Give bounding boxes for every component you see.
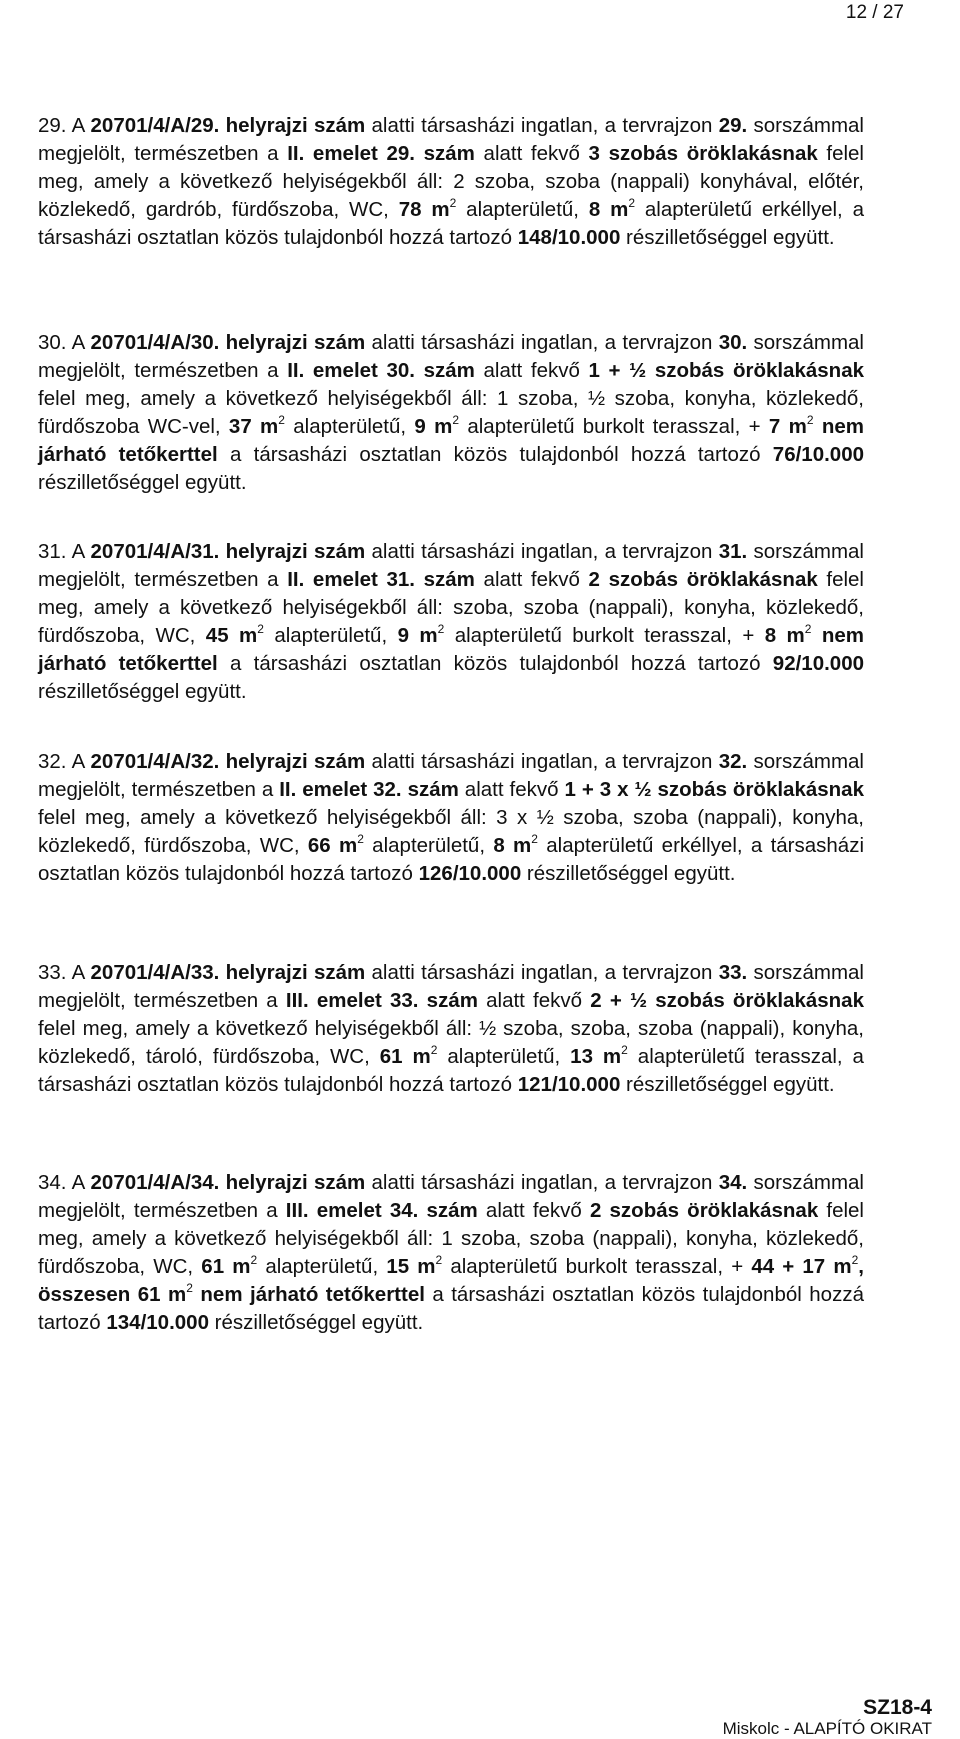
parcel-number: 20701/4/A/31. <box>90 540 220 563</box>
superscript: 2 <box>628 196 636 210</box>
item-text: a társasházi osztatlan közös tulajdonból hozzá tartozó <box>38 1283 864 1334</box>
item-text: alapterületű, <box>456 198 589 221</box>
item-text: alapterületű terasszal, a társasházi osztatlan közös tulajdonból hozzá tartozó <box>38 1045 864 1096</box>
item-number: 29. <box>38 114 67 137</box>
floor-location: III. emelet 33. szám <box>285 989 478 1012</box>
item-text: alatt fekvő <box>474 568 589 591</box>
floor-area: 45 m <box>205 624 258 647</box>
parcel-number: 20701/4/A/30. <box>90 331 220 354</box>
item-number: 34. <box>38 1171 67 1194</box>
parcel-number: 20701/4/A/34. <box>90 1171 220 1194</box>
roof-garden-area: 8 m <box>764 624 805 647</box>
item-text: felel meg, amely a következő helyiségekből áll: 3 x ½ szoba, szoba (nappali), konyha, közlekedő, fürdőszoba, WC, <box>38 806 864 857</box>
item-text: A <box>66 961 91 984</box>
item-text: felel meg, amely a következő helyiségekből áll: 1 szoba, ½ szoba, konyha, közlekedő, fürdőszoba WC-vel, <box>38 387 864 438</box>
footer-document-code: SZ18-4 <box>863 1696 932 1719</box>
parcel-label: helyrajzi szám <box>219 331 366 354</box>
superscript: 2 <box>452 413 460 427</box>
floor-location: III. emelet 34. szám <box>285 1199 478 1222</box>
plan-number: 30. <box>718 331 748 354</box>
floor-location: II. emelet 30. szám <box>287 359 475 382</box>
item-text: sorszámmal megjelölt, természetben a <box>38 961 864 1012</box>
item-text: alatt fekvő <box>474 359 589 382</box>
item-text: alapterületű, <box>263 624 398 647</box>
property-item-34 <box>38 1169 864 1337</box>
apartment-type: 2 szobás öröklakásnak <box>588 568 818 591</box>
item-text: alatt fekvő <box>458 778 565 801</box>
item-text: alatti társasházi ingatlan, a tervrajzon <box>365 540 719 563</box>
item-number: 33. <box>38 961 67 984</box>
item-number: 31. <box>38 540 67 563</box>
terrace-area: 9 m <box>397 624 438 647</box>
item-number: 32. <box>38 750 67 773</box>
property-item-30 <box>38 329 864 497</box>
roof-garden-label: nem járható tetőkerttel <box>38 415 865 466</box>
superscript: 2 <box>250 1253 258 1267</box>
property-item-31 <box>38 538 864 706</box>
apartment-type: 2 + ½ szobás öröklakásnak <box>590 989 864 1012</box>
item-text: a társasházi osztatlan közös tulajdonból hozzá tartozó <box>217 443 773 466</box>
floor-area: 61 m <box>201 1255 251 1278</box>
parcel-number: 20701/4/A/32. <box>90 750 220 773</box>
terrace-area: 9 m <box>414 415 453 438</box>
item-text: sorszámmal megjelölt, természetben a <box>38 114 864 165</box>
item-text: felel meg, amely a következő helyiségekből áll: 2 szoba, szoba (nappali) konyhával, előtér, közlekedő, gardrób, fürdőszoba, WC, <box>38 142 864 221</box>
item-text: A <box>66 331 91 354</box>
item-text: sorszámmal megjelölt, természetben a <box>38 540 864 591</box>
item-text: alatt fekvő <box>474 142 589 165</box>
balcony-area: 8 m <box>588 198 629 221</box>
superscript: 2 <box>435 1253 443 1267</box>
ownership-share: 126/10.000 <box>418 862 522 885</box>
roof-garden-area: 7 m <box>768 415 807 438</box>
property-item-32 <box>38 748 864 888</box>
apartment-type: 1 + ½ szobás öröklakásnak <box>588 359 864 382</box>
apartment-type: 2 szobás öröklakásnak <box>589 1199 819 1222</box>
item-text: alapterületű, <box>257 1255 387 1278</box>
item-text: részilletőséggel együtt. <box>38 680 247 703</box>
item-text: alatti társasházi ingatlan, a tervrajzon <box>365 750 719 773</box>
item-text: alapterületű, <box>363 834 494 857</box>
floor-area: 61 m <box>379 1045 431 1068</box>
plan-number: 32. <box>718 750 748 773</box>
superscript: 2 <box>621 1043 628 1057</box>
terrace-area: 15 m <box>386 1255 436 1278</box>
balcony-area: 8 m <box>493 834 532 857</box>
item-text: sorszámmal megjelölt, természetben a <box>38 750 864 801</box>
roof-garden-area: 44 + 17 m <box>751 1255 852 1278</box>
item-text: A <box>66 750 91 773</box>
parcel-number: 20701/4/A/29. <box>90 114 220 137</box>
property-item-33 <box>38 959 864 1099</box>
apartment-type: 1 + 3 x ½ szobás öröklakásnak <box>564 778 864 801</box>
superscript: 2 <box>449 196 457 210</box>
item-text: alapterületű erkéllyel, a társasházi osztatlan közös tulajdonból hozzá tartozó <box>38 198 864 249</box>
item-text: részilletőséggel együtt. <box>208 1311 424 1334</box>
superscript: 2 <box>430 1043 438 1057</box>
item-text: részilletőséggel együtt. <box>620 1073 835 1096</box>
superscript: 2 <box>531 832 538 846</box>
item-text: A <box>66 1171 91 1194</box>
apartment-type: 3 szobás öröklakásnak <box>588 142 818 165</box>
item-text: alapterületű, <box>284 415 415 438</box>
item-text: sorszámmal megjelölt, természetben a <box>38 1171 864 1222</box>
roof-garden-label: nem járható tetőkerttel <box>38 624 865 675</box>
ownership-share: 92/10.000 <box>772 652 864 675</box>
parcel-label: helyrajzi szám <box>219 750 366 773</box>
plan-number: 29. <box>718 114 748 137</box>
floor-area: 78 m <box>398 198 450 221</box>
parcel-number: 20701/4/A/33. <box>90 961 220 984</box>
parcel-label: helyrajzi szám <box>219 1171 366 1194</box>
item-text: sorszámmal megjelölt, természetben a <box>38 331 864 382</box>
item-text: részilletőséggel együtt. <box>521 862 736 885</box>
ownership-share: 121/10.000 <box>517 1073 621 1096</box>
item-text: alatt fekvő <box>477 989 591 1012</box>
item-text: alapterületű burkolt terasszal, + <box>459 415 769 438</box>
parcel-label: helyrajzi szám <box>219 961 366 984</box>
item-text: alatti társasházi ingatlan, a tervrajzon <box>365 1171 719 1194</box>
superscript: 2 <box>806 413 814 427</box>
terrace-area: 13 m <box>570 1045 622 1068</box>
superscript: 2 <box>257 622 264 636</box>
item-text: alatti társasházi ingatlan, a tervrajzon <box>365 961 719 984</box>
item-text: a társasházi osztatlan közös tulajdonból hozzá tartozó <box>217 652 773 675</box>
page-number: 12 / 27 <box>845 2 904 23</box>
superscript: 2 <box>851 1253 859 1267</box>
item-text: A <box>66 114 91 137</box>
item-text: alapterületű erkéllyel, a társasházi osztatlan közös tulajdonból hozzá tartozó <box>38 834 864 885</box>
roof-garden-label: nem járható tetőkerttel <box>192 1283 425 1306</box>
item-text: alatt fekvő <box>477 1199 590 1222</box>
superscript: 2 <box>186 1281 193 1295</box>
superscript: 2 <box>437 622 445 636</box>
item-number: 30. <box>38 331 67 354</box>
floor-area: 66 m <box>307 834 358 857</box>
roof-garden-total: , összesen 61 m <box>38 1255 864 1306</box>
item-text: alapterületű, <box>437 1045 571 1068</box>
ownership-share: 134/10.000 <box>106 1311 209 1334</box>
parcel-label: helyrajzi szám <box>219 540 366 563</box>
superscript: 2 <box>357 832 364 846</box>
item-text: felel meg, amely a következő helyiségekből áll: szoba, szoba (nappali), konyha, közlekedő, fürdőszoba, WC, <box>38 568 864 647</box>
item-text: alatti társasházi ingatlan, a tervrajzon <box>365 331 719 354</box>
floor-location: II. emelet 31. szám <box>287 568 475 591</box>
item-text: alapterületű burkolt terasszal, + <box>442 1255 752 1278</box>
plan-number: 33. <box>718 961 748 984</box>
superscript: 2 <box>278 413 285 427</box>
item-text: alatti társasházi ingatlan, a tervrajzon <box>365 114 719 137</box>
floor-area: 37 m <box>228 415 279 438</box>
property-item-29 <box>38 112 864 252</box>
parcel-label: helyrajzi szám <box>219 114 366 137</box>
item-text: részilletőséggel együtt. <box>38 471 247 494</box>
item-text: alapterületű burkolt terasszal, + <box>444 624 765 647</box>
item-text: részilletőséggel együtt. <box>620 226 835 249</box>
floor-location: II. emelet 32. szám <box>279 778 459 801</box>
superscript: 2 <box>804 622 812 636</box>
ownership-share: 76/10.000 <box>772 443 864 466</box>
plan-number: 34. <box>718 1171 748 1194</box>
item-text: felel meg, amely a következő helyiségekből áll: ½ szoba, szoba, szoba (nappali), konyha, közlekedő, tároló, fürdőszoba, WC, <box>38 1017 864 1068</box>
plan-number: 31. <box>718 540 748 563</box>
item-text: A <box>66 540 91 563</box>
footer-document-title: Miskolc - ALAPÍTÓ OKIRAT <box>722 1719 932 1738</box>
ownership-share: 148/10.000 <box>517 226 621 249</box>
item-text: felel meg, amely a következő helyiségekből áll: 1 szoba, szoba (nappali), konyha, közlekedő, fürdőszoba, WC, <box>38 1199 864 1278</box>
floor-location: II. emelet 29. szám <box>287 142 475 165</box>
